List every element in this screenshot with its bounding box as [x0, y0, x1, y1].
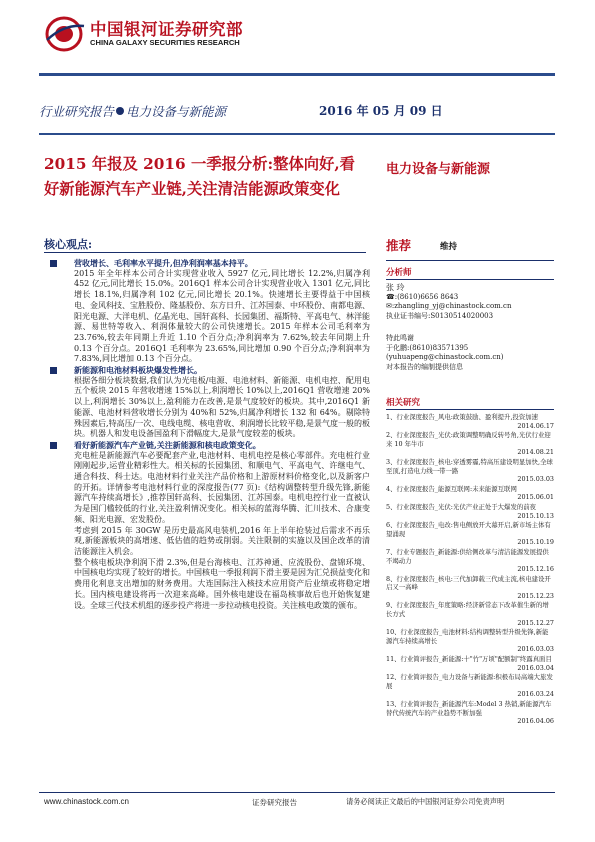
analyst-title: 分析师 [386, 268, 412, 278]
main-body [44, 258, 370, 611]
report-sector: 电力设备与新能源 [126, 104, 227, 119]
list-item[interactable]: 3、行业深度报告_核电:穿透雾霾,特高压建设明显加快,全球至顶,打造电力线一带一路 2015.03.03 [386, 457, 554, 484]
brand-logo [44, 12, 284, 58]
report-band [39, 96, 555, 126]
contact-title: 特此鸣谢 [386, 334, 414, 342]
recommendation-value: 维持 [440, 242, 458, 252]
recommendation-divider [386, 260, 554, 261]
list-item[interactable]: 6、行业深度报告_电改:售电侧放开大幕开启,新市场主体有望涌现 2015.10.19 [386, 521, 554, 547]
section-paragraph: 根据各细分板块数据,我们认为光电板/电源、电池材料、新能源、电机电控、配用电五个板块 2015 年营收增速 15%以上,利润增长 10%以上,2016Q1 营收增速 20%以上,利润增长 30%以上,盈利能力在改善,是景气度较好的板块。其中,2016Q1 新能源、电池材料营收增长分别为 40%和 52%,归属净利增长 132 和 64%。剔除特殊因素后,特高压/一次、电线电缆、核电营收、利润增长比较平稳,是景气度一般的板块。机器人和发电设备国盈利下滑幅度大,是景气度较差的板块。 [74, 375, 370, 439]
list-item[interactable]: 7、行业专题报告_新能源:供给侧改革与清洁能源发展提供不竭动力 2015.12.16 [386, 547, 554, 574]
recommendation-label: 推荐 [386, 238, 412, 253]
square-bullet-icon [50, 260, 57, 267]
contact-block [386, 334, 554, 372]
band-divider [39, 133, 555, 135]
contact-note: 对本报告的编制提供信息 [386, 362, 463, 371]
list-item[interactable]: 9、行业深度报告_年度策略:经济新常态下改革催生新的增长方式 2015.12.27 [386, 601, 554, 627]
section-paragraph: 充电桩是新能源汽车必要配套产业,电池材料、电机电控是核心零部件。充电桩行业刚刚起步,运营业精彩性大。相关标的长园集团、和顺电气、平高电气、许继电气、通合科技、科士达。电池材料行业关注产品价格和上游原材料价格变化,以及新客户的开拓。详情参考电池材料行业的深度报告(77 页):《结构调整转型升级先锋,新能源汽车持续高增长》,推荐国轩高科、长园集团、江苏国泰。电机电控行业一直被认为是国门槛较低的行业,关注盈利情况变化。相关标的蓝海华腾、汇川技术、合康变频、阳光电源、宏发股份。 [74, 450, 370, 524]
footer-disclaimer: 请务必阅读正文最后的中国银河证券公司免责声明 [346, 797, 505, 806]
brand-name-cn: 中国银河证券研究部 [90, 20, 243, 39]
list-item[interactable]: 5、行业深度报告_光伏:光伏产业正处于大爆发的前夜 2015.10.13 [386, 502, 554, 520]
recommendation-box [386, 236, 554, 258]
section-heading: 营收增长、毛利率水平提升,但净利润率基本持平。 [44, 258, 370, 269]
list-item[interactable]: 8、行业深度报告_核电:三代加卸载三代成主流,核电建设开启又一高峰 2015.12.23 [386, 574, 554, 600]
report-type: 行业研究报告 [39, 104, 115, 119]
footer-site-link[interactable]: www.chinastock.com.cn [44, 797, 129, 806]
section-paragraph: 考虑到 2015 年 30GW 是历史最高风电装机,2016 年上半年抢装过后需求不再乐观,新能源板块的高增速、低估值的趋势或削弱。关注限制的实施以及国企改革的清洁能源注入机会。 [74, 525, 370, 556]
sector-heading: 电力设备与新能源 [386, 162, 491, 177]
footer-label: 证券研究报告 [252, 798, 297, 807]
header-divider [39, 73, 555, 76]
report-title: 2015 年报及 2016 一季报分析:整体向好,看好新能源汽车产业链,关注清洁能源政策变化 [44, 155, 355, 198]
report-date: 2016 年 05 月 09 日 [319, 104, 443, 118]
contact-email: (yuhuapeng@chinastock.com.cn) [386, 353, 504, 362]
report-type-label [39, 102, 226, 120]
analyst-email: ✉:zhangling_yj@chinastock.com.cn [386, 302, 512, 311]
core-label: 核心观点: [44, 238, 93, 251]
list-item[interactable]: 2、行业深度报告_光伏:政策调整明确反转号角,光伏行业迎来 10 年牛市 2014.08.21 [386, 431, 554, 457]
list-item[interactable]: 10、行业深度报告_电池材料:结构调整转型升级先锋,新能源汽车持续高增长 2016.03.03 [386, 628, 554, 654]
list-item[interactable]: 1、行业深度报告_风电:政策鼓励、盈利提升,投资加速 2014.06.17 [386, 413, 554, 430]
list-item[interactable]: 13、行业简评报告_新能源汽车:Model 3 热销,新能源汽车替代传统汽车的产业趋势不断加强 2016.04.06 [386, 700, 554, 726]
analyst-block [386, 283, 554, 321]
footer-divider [39, 792, 555, 793]
section-heading: 看好新能源汽车产业链,关注新能源和核电政策变化。 [44, 440, 370, 451]
brand-name-en: CHINA GALAXY SECURITIES RESEARCH [90, 38, 240, 47]
analyst-phone: ☎:(8610)6656 8643 [386, 292, 459, 301]
list-item[interactable]: 4、行业深度报告_能源互联网:未来能源互联网 2015.06.01 [386, 484, 554, 502]
analyst-divider [386, 279, 554, 280]
section-paragraph: 整个核电板块净利润下滑 2.3%,但是台海核电、江苏神通、应流股份、盘锦环境、中国核电均实现了较好的增长。中国核电一季报利润下滑主要是因为汇兑损益变化和费用化利息支出增加的财务费用。大连国际注入核技术应用资产后业绩或将稳定增长。国内核电建设将再一次迎来高峰。国外核电建设在福岛核事故后也开始恢复建设。全球三代技术机组的逐步投产将进一步拉动核电投资。关注核电政策的颁布。 [74, 557, 370, 610]
related-list [386, 413, 554, 727]
related-divider [386, 409, 554, 410]
section-heading: 新能源和电池材料板块爆发性增长。 [44, 365, 370, 376]
contact-name: 于化鹏:(8610)83571395 [386, 343, 469, 352]
analyst-name: 张 玲 [386, 283, 405, 292]
section-paragraph: 2015 年全年样本公司合计实现营业收入 5927 亿元,同比增长 12.2%,归属净利 452 亿元,同比增长 15.0%。2016Q1 样本公司合计实现营业收入 1301 亿元,同比增长 18.1%,归属净利 102 亿元,同比增长 20.1%。快速增长主要得益于中国核电、金风科技、宝胜股份、隆基股份、东方日升、江苏国泰、中环股份、南都电源、阳光电源、大洋电机、亿晶光电、国轩高科、长园集团、福斯特、平高电气、林洋能源、易世特等收入、利润体量较大的公司快速增长。2015 年样本公司毛利率为 23.76%,较去年同期上升近 1.10 个百分点;净利润率为 7.62%,较去年同期上升 0.13 个百分点。2016Q1 毛利率为 23.65%,同比增加 0.90 个百分点;净利润率为 7.83%,同比增加 0.13 个百分点。 [74, 268, 370, 364]
list-item[interactable]: 11、行业简评报告_新能源:十"竹"万顷"配额制"终露真面目 2016.03.04 [386, 655, 554, 672]
dot-icon [116, 107, 124, 115]
related-title: 相关研究 [386, 398, 421, 408]
analyst-cert: 执业证书编号:S0130514020003 [386, 311, 494, 320]
square-bullet-icon [50, 367, 57, 374]
list-item[interactable]: 12、行业简评报告_电力设备与新能源:积极布局高端大旅发展 2016.03.24 [386, 673, 554, 699]
core-divider [44, 252, 366, 253]
square-bullet-icon [50, 442, 57, 449]
galaxy-logo-icon [44, 14, 88, 54]
